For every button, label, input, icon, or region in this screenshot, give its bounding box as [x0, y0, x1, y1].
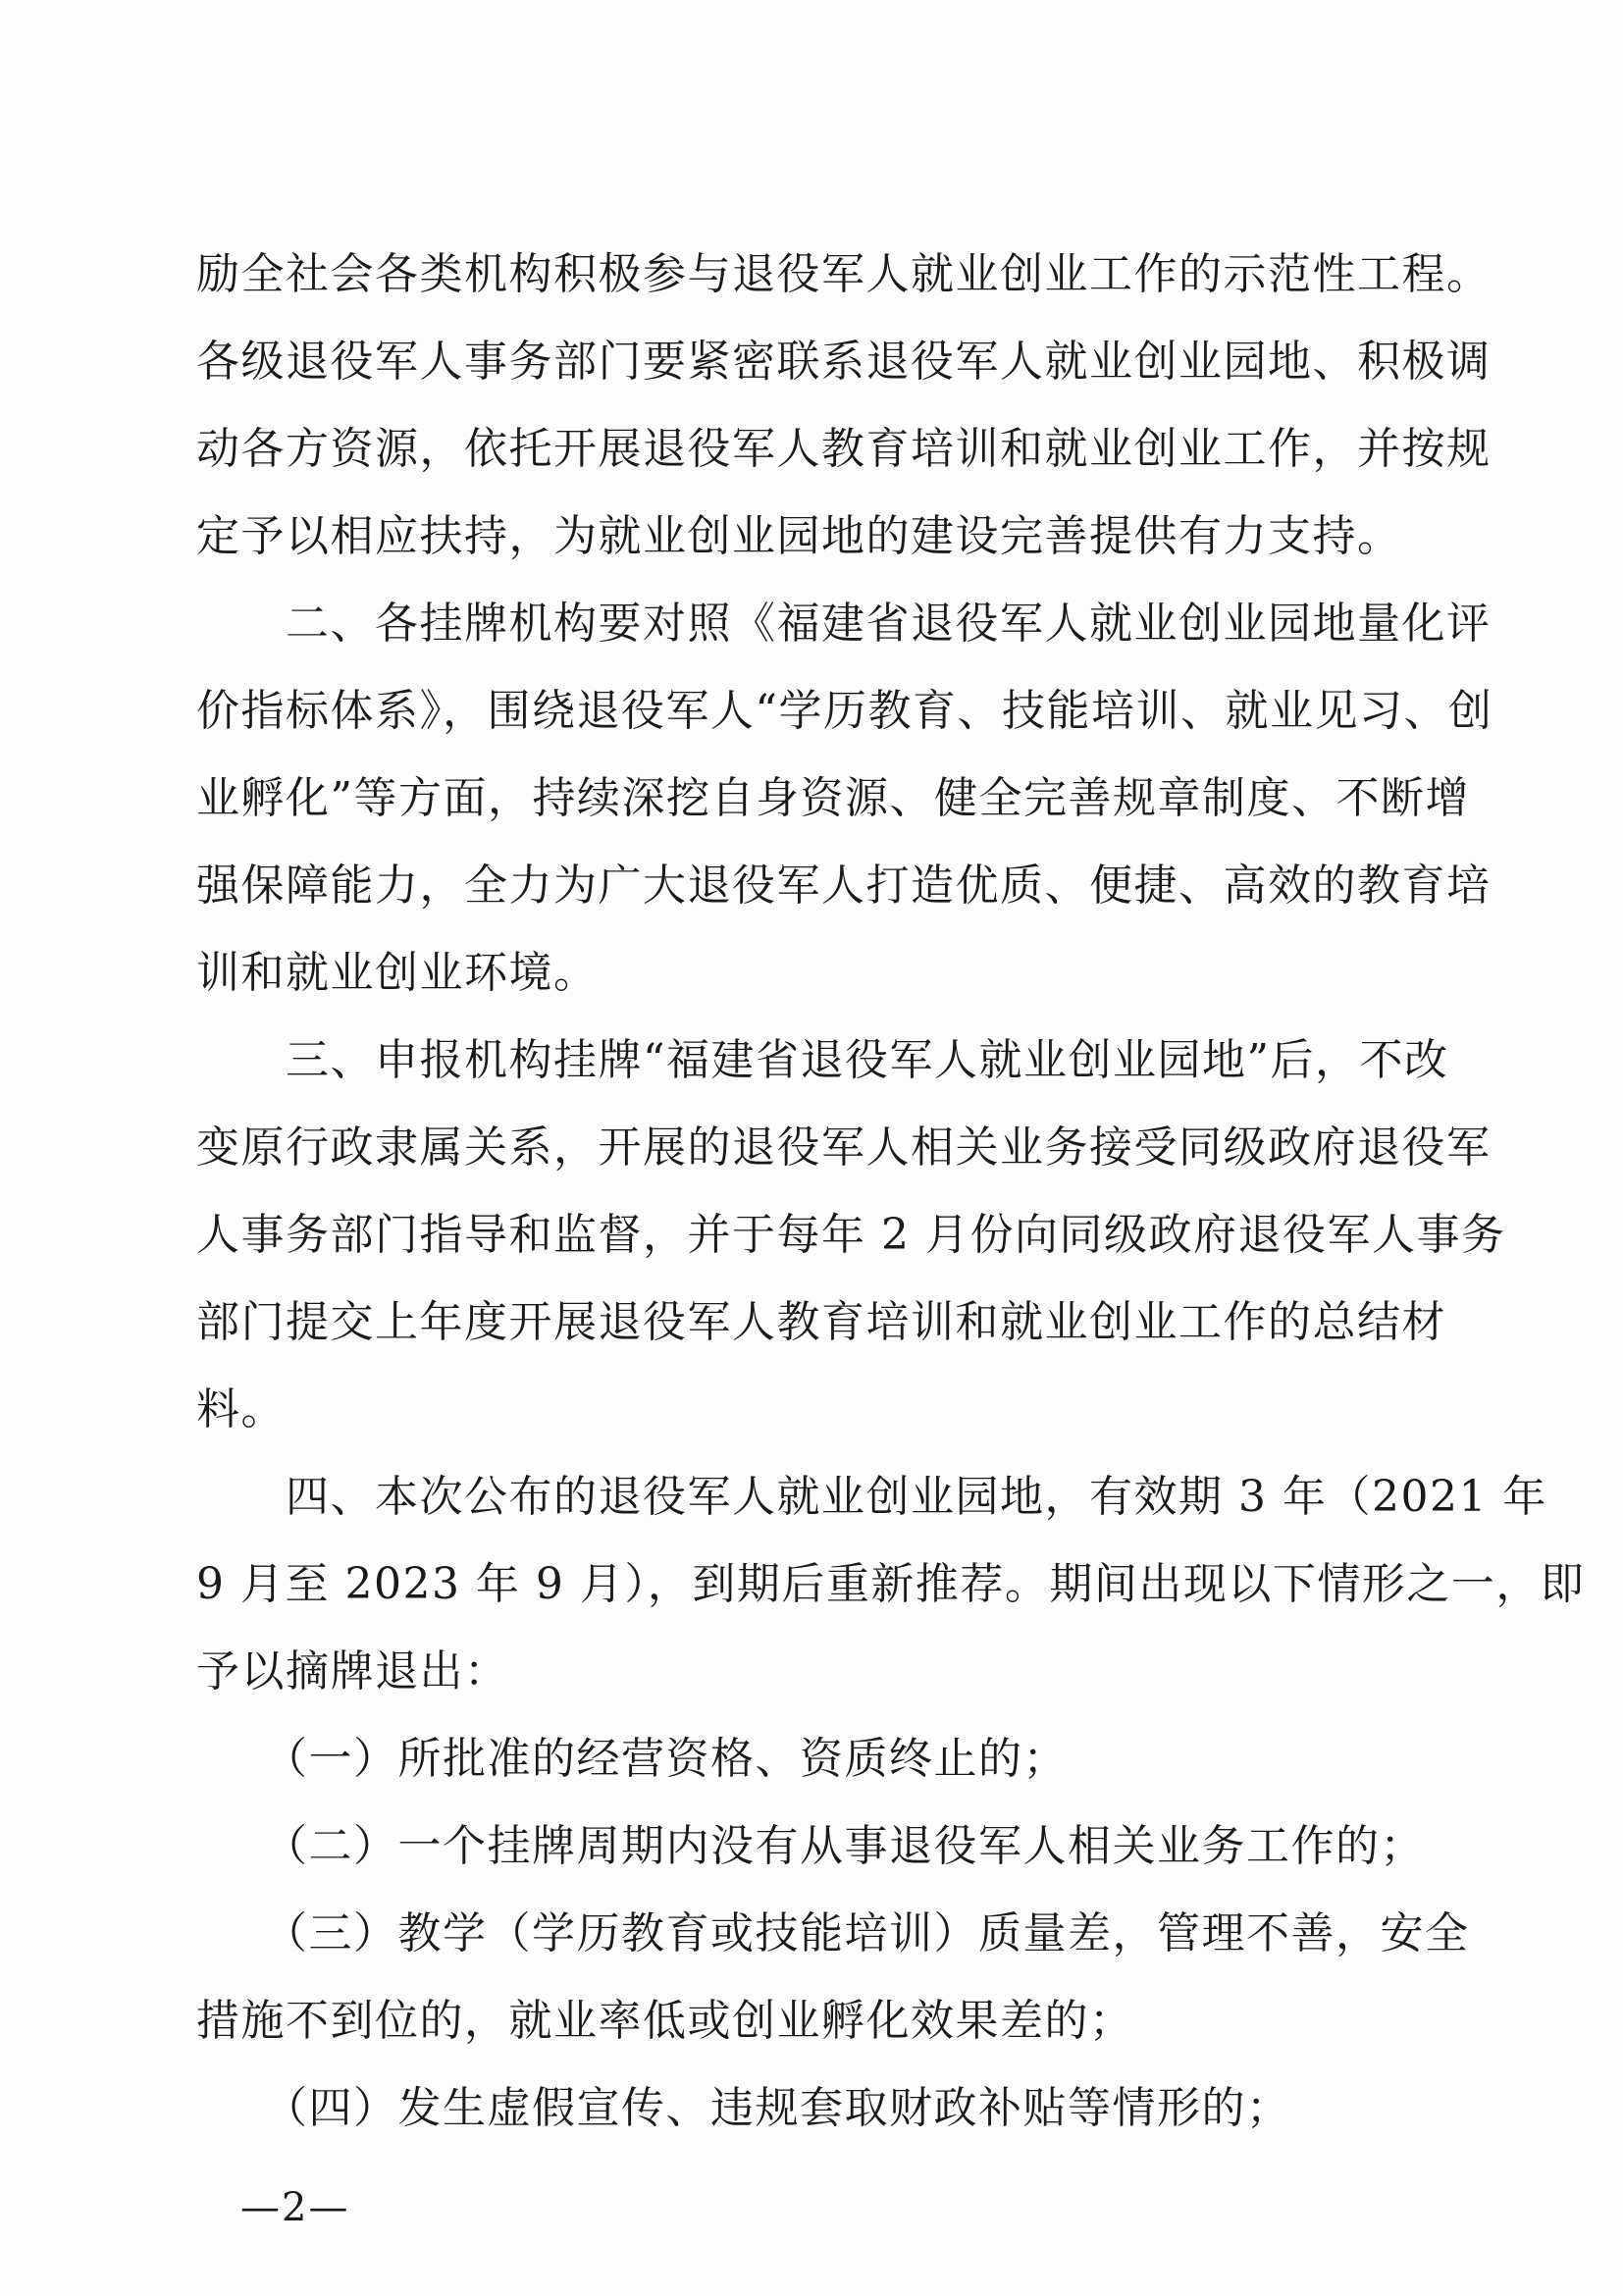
item-4: （四）发生虚假宣传、违规套取财政补贴等情形的；	[196, 2083, 1291, 2133]
section-2-line-1: 二、各挂牌机构要对照《福建省退役军人就业创业园地量化评	[196, 599, 1492, 649]
body-line-1: 励全社会各类机构积极参与退役军人就业创业工作的示范性工程。	[196, 249, 1492, 299]
section-3-line-1: 三、申报机构挂牌“福建省退役军人就业创业园地”后，不改	[196, 1035, 1449, 1085]
page-number: —2—	[240, 2185, 350, 2230]
item-3-line-1: （三）教学（学历教育或技能培训）质量差，管理不善，安全	[196, 1908, 1470, 1958]
section-3-line-2: 变原行政隶属关系，开展的退役军人相关业务接受同级政府退役军	[196, 1122, 1492, 1173]
section-3-line-3: 人事务部门指导和监督，并于每年 2 月份向同级政府退役军人事务	[196, 1210, 1506, 1260]
section-4-line-3: 予以摘牌退出：	[196, 1646, 509, 1696]
section-2-line-3: 业孵化”等方面，持续深挖自身资源、健全完善规章制度、不断增	[196, 773, 1470, 823]
body-line-4: 定予以相应扶持，为就业创业园地的建设完善提供有力支持。	[196, 511, 1402, 561]
body-line-3: 动各方资源，依托开展退役军人教育培训和就业创业工作，并按规	[196, 424, 1492, 474]
section-2-line-4: 强保障能力，全力为广大退役军人打造优质、便捷、高效的教育培	[196, 861, 1492, 911]
section-4-line-2: 9 月至 2023 年 9 月），到期后重新推荐。期间出现以下情形之一，即	[196, 1559, 1586, 1609]
section-3-line-5: 料。	[196, 1384, 286, 1435]
section-2-line-5: 训和就业创业环境。	[196, 948, 599, 998]
item-2: （二）一个挂牌周期内没有从事退役军人相关业务工作的；	[196, 1821, 1425, 1871]
body-line-2: 各级退役军人事务部门要紧密联系退役军人就业创业园地、积极调	[196, 337, 1492, 387]
section-3-line-4: 部门提交上年度开展退役军人教育培训和就业创业工作的总结材	[196, 1297, 1446, 1347]
section-4-line-1: 四、本次公布的退役军人就业创业园地，有效期 3 年（2021 年	[196, 1472, 1547, 1522]
item-1: （一）所批准的经营资格、资质终止的；	[196, 1734, 1068, 1784]
section-2-line-2: 价指标体系》，围绕退役军人“学历教育、技能培训、就业见习、创	[196, 686, 1493, 736]
item-3-line-2: 措施不到位的，就业率低或创业孵化效果差的；	[196, 1996, 1134, 2046]
